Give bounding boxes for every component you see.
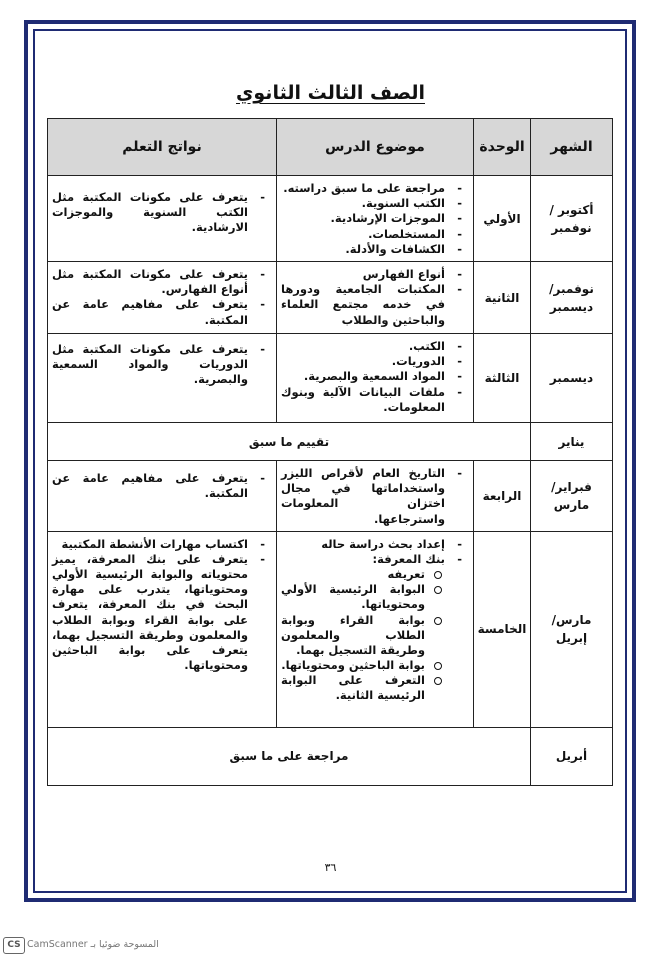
topic-item: - إعداد بحث دراسة حاله [281,537,467,552]
topic-cell [277,262,474,334]
outcome-item: - يتعرف على مكونات المكتبة مثل الدوريات والمواد السمعية والبصرية. [52,342,270,388]
table-row [48,727,613,785]
month-cell: أكتوبر / نوفمبر [531,176,613,262]
outcome-item: - يتعرف على مكونات المكتبة مثل أنواع الفهارس. [52,267,270,297]
outcome-cell [48,531,277,727]
topic-item: - الكتب السنوية. [281,196,467,211]
camscanner-logo-icon: CS [3,937,25,954]
topic-item: - المستخلصات. [281,227,467,242]
curriculum-table [47,118,613,786]
scanner-watermark: CamScanner المسوحة ضوئيا بـ [27,939,159,950]
subtopic-item: البوابة الرئيسية الأولي ومحتوياتها. [281,582,445,612]
outcome-cell [48,262,277,334]
topic-item: - المكتبات الجامعية ودورها في خدمه مجتمع العلماء والباحثين والطلاب [281,282,467,328]
outcome-cell [48,461,277,532]
month-cell: ديسمبر [531,334,613,423]
table-row [48,531,613,727]
topic-cell [277,461,474,532]
subtopic-item: بوابة القراء وبوابة الطلاب والمعلمون وطريقة التسجيل بهما. [281,613,445,659]
unit-cell: الأولي [474,176,531,262]
topic-item: - المواد السمعية والبصرية. [281,369,467,384]
page-number: ٣٦ [324,861,337,874]
table-row [48,461,613,532]
month-cell: يناير [531,423,613,461]
table-row [48,423,613,461]
outcome-item: - اكتساب مهارات الأنشطة المكتبية [52,537,270,552]
subtopic-item: تعريفه [281,567,445,582]
page-title: الصف الثالث الثانوي [235,82,425,104]
table-header-row [48,119,613,176]
subtopic-item: بوابة الباحثين ومحتوياتها. [281,658,445,673]
outcome-cell [48,176,277,262]
evaluation-cell: تقييم ما سبق [48,423,531,461]
topic-item: - الكشافات والأدلة. [281,242,467,257]
outcome-item: - يتعرف على مكونات المكتبة مثل الكتب السنوية والموجزات الارشادية. [52,190,270,236]
unit-cell: الثانية [474,262,531,334]
table-row [48,262,613,334]
header-outcomes: نواتج التعلم [48,119,277,176]
topic-item: - مراجعة على ما سبق دراسته. [281,181,467,196]
table-row [48,176,613,262]
topic-item: - بنك المعرفة: [281,552,467,567]
header-topic: موضوع الدرس [277,119,474,176]
month-cell: مارس/ إبريل [531,531,613,727]
topic-item: - ملفات البيانات الآلية وبنوك المعلومات. [281,385,467,415]
unit-cell: الرابعة [474,461,531,532]
review-cell: مراجعة على ما سبق [48,727,531,785]
unit-cell: الثالثة [474,334,531,423]
outcome-cell [48,334,277,423]
topic-item: - التاريخ العام لأقراص الليزر واستخداماتها في مجال اختزان المعلومات واسترجاعها. [281,466,467,527]
topic-cell [277,176,474,262]
outcome-item: - يتعرف على مفاهيم عامة عن المكتبة. [52,471,270,501]
month-cell: فبراير/ مارس [531,461,613,532]
header-unit: الوحدة [474,119,531,176]
outcome-item: - يتعرف على مفاهيم عامة عن المكتبة. [52,297,270,327]
topic-cell [277,334,474,423]
month-cell: نوفمبر/ ديسمبر [531,262,613,334]
topic-item: - أنواع الفهارس [281,267,467,282]
topic-item: - الكتب. [281,339,467,354]
topic-item: - الدوريات. [281,354,467,369]
topic-cell [277,531,474,727]
month-cell: أبريل [531,727,613,785]
header-month: الشهر [531,119,613,176]
topic-item: - الموجزات الإرشادية. [281,211,467,226]
unit-cell: الخامسة [474,531,531,727]
table-row [48,334,613,423]
outcome-item: - يتعرف على بنك المعرفة، يميز محتوياته والبوابة الرئيسية الأولي ومحتوياتها، يتدرب على مهارة البحث في بنك المعرفة، يتعرف على بوابة القراء وبوابة الطلاب والمعلمون وطريقة التسجيل بهما، يتعرف على بوابة الباحثين ومحتوياتها. [52,552,270,673]
subtopic-item: التعرف على البوابة الرئيسية الثانية. [281,673,445,703]
